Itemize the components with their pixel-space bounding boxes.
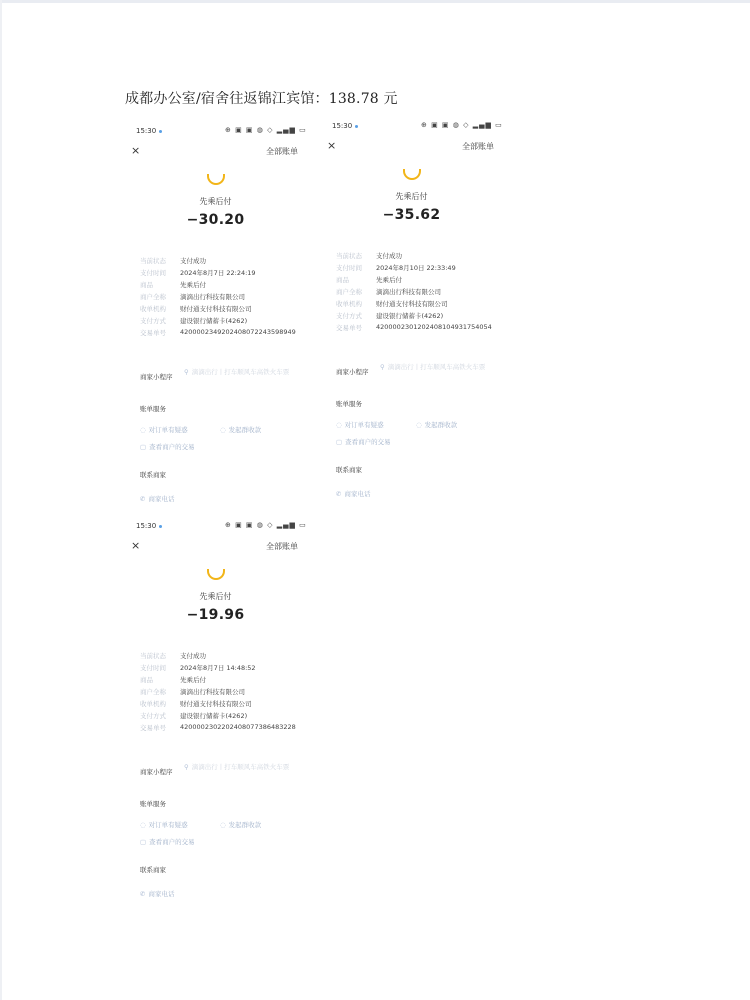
detail-label: 收单机构 xyxy=(140,305,166,313)
service-name: 先乘后付 xyxy=(199,197,232,206)
detail-row xyxy=(336,251,516,263)
detail-row xyxy=(336,323,516,335)
status-time: 15:30 xyxy=(332,122,358,130)
detail-label: 支付方式 xyxy=(140,317,166,325)
detail-label: 支付时间 xyxy=(140,664,166,672)
detail-label: 支付方式 xyxy=(336,312,362,320)
status-bar xyxy=(128,126,313,138)
detail-row xyxy=(140,280,320,292)
mini-program-label: 商家小程序 xyxy=(336,368,369,376)
detail-value: 先乘后付 xyxy=(180,676,206,684)
close-icon[interactable]: × xyxy=(131,144,141,157)
close-icon[interactable]: × xyxy=(327,139,337,152)
detail-value: 先乘后付 xyxy=(376,276,402,284)
detail-value: 滴滴出行科技有限公司 xyxy=(180,293,245,301)
detail-row xyxy=(140,663,320,675)
system-status-icon: ⊕ ▣ ▣ ◍ ◇ ▂▄▆ ▭ xyxy=(225,521,307,529)
detail-row xyxy=(140,687,320,699)
detail-label: 交易单号 xyxy=(140,724,166,732)
scan-edge xyxy=(0,0,750,3)
detail-value: 2024年8月7日 14:48:52 xyxy=(180,664,256,672)
detail-row xyxy=(140,723,320,735)
notification-dot-icon xyxy=(159,130,162,133)
detail-label: 支付方式 xyxy=(140,712,166,720)
payment-amount: −19.96 xyxy=(186,607,245,623)
bill-services-label: 账单服务 xyxy=(140,800,166,808)
merchant-phone-link[interactable]: ✆ 商家电话 xyxy=(140,495,175,503)
merchant-transactions-link[interactable]: ▢ 查看商户的交易 xyxy=(140,838,195,846)
detail-row xyxy=(140,292,320,304)
detail-label: 商品 xyxy=(140,676,153,684)
detail-row xyxy=(336,287,516,299)
mini-program-link[interactable]: ⚲ 滴滴出行丨打车顺风车高铁火车票 xyxy=(184,763,290,771)
phone-icon: ✆ xyxy=(336,490,342,498)
detail-label: 收单机构 xyxy=(140,700,166,708)
detail-row xyxy=(140,675,320,687)
detail-value: 4200002301202408104931754054 xyxy=(376,323,492,331)
mini-program-link[interactable]: ⚲ 滴滴出行丨打车顺风车高铁火车票 xyxy=(380,363,486,371)
order-question-link[interactable]: ◌ 对订单有疑惑 xyxy=(140,821,188,829)
all-bills-title: 全部账单 xyxy=(462,142,494,151)
status-bar xyxy=(324,121,509,133)
merchant-transactions-link[interactable]: ▢ 查看商户的交易 xyxy=(336,438,391,446)
detail-row xyxy=(140,699,320,711)
detail-value: 2024年8月7日 22:24:19 xyxy=(180,269,256,277)
question-icon: ◌ xyxy=(336,421,342,429)
merchant-transactions-link[interactable]: ▢ 查看商户的交易 xyxy=(140,443,195,451)
link-icon: ⚲ xyxy=(184,368,189,376)
detail-row xyxy=(140,711,320,723)
order-question-link[interactable]: ◌ 对订单有疑惑 xyxy=(336,421,384,429)
contact-merchant-label: 联系商家 xyxy=(140,866,166,874)
detail-row xyxy=(140,268,320,280)
detail-value: 支付成功 xyxy=(180,257,206,265)
mini-program-row[interactable] xyxy=(140,369,320,385)
mini-program-label: 商家小程序 xyxy=(140,768,173,776)
didi-logo-icon xyxy=(207,174,225,185)
group-collect-link[interactable]: ◌ 发起群收款 xyxy=(416,421,458,429)
detail-value: 2024年8月10日 22:33:49 xyxy=(376,264,456,272)
receipt-card xyxy=(128,519,318,904)
all-bills-title: 全部账单 xyxy=(266,542,298,551)
detail-label: 支付时间 xyxy=(336,264,362,272)
mini-program-link[interactable]: ⚲ 滴滴出行丨打车顺风车高铁火车票 xyxy=(184,368,290,376)
detail-value: 4200002349202408072243598949 xyxy=(180,328,296,336)
receipt-card xyxy=(128,124,318,509)
list-icon: ▢ xyxy=(336,438,343,446)
didi-logo-icon xyxy=(403,169,421,180)
detail-value: 支付成功 xyxy=(180,652,206,660)
status-time: 15:30 xyxy=(136,522,162,530)
detail-row xyxy=(140,328,320,340)
question-icon: ◌ xyxy=(140,426,146,434)
detail-label: 当前状态 xyxy=(336,252,362,260)
detail-value: 建设银行储蓄卡(4262) xyxy=(180,712,248,720)
status-time: 15:30 xyxy=(136,127,162,135)
detail-label: 商户全称 xyxy=(336,288,362,296)
group-icon: ◌ xyxy=(220,821,226,829)
detail-row xyxy=(140,256,320,268)
detail-label: 交易单号 xyxy=(336,324,362,332)
group-icon: ◌ xyxy=(416,421,422,429)
detail-row xyxy=(336,311,516,323)
detail-label: 收单机构 xyxy=(336,300,362,308)
detail-label: 商户全称 xyxy=(140,688,166,696)
detail-label: 商品 xyxy=(140,281,153,289)
detail-value: 滴滴出行科技有限公司 xyxy=(376,288,441,296)
link-icon: ⚲ xyxy=(184,763,189,771)
system-status-icon: ⊕ ▣ ▣ ◍ ◇ ▂▄▆ ▭ xyxy=(225,126,307,134)
detail-row xyxy=(140,651,320,663)
list-icon: ▢ xyxy=(140,443,147,451)
order-question-link[interactable]: ◌ 对订单有疑惑 xyxy=(140,426,188,434)
detail-value: 4200002302202408077386483228 xyxy=(180,723,296,731)
all-bills-title: 全部账单 xyxy=(266,147,298,156)
detail-row xyxy=(140,304,320,316)
phone-icon: ✆ xyxy=(140,495,146,503)
list-icon: ▢ xyxy=(140,838,147,846)
status-bar xyxy=(128,521,313,533)
contact-merchant-label: 联系商家 xyxy=(140,471,166,479)
mini-program-label: 商家小程序 xyxy=(140,373,173,381)
service-name: 先乘后付 xyxy=(199,592,232,601)
detail-value: 先乘后付 xyxy=(180,281,206,289)
merchant-phone-link[interactable]: ✆ 商家电话 xyxy=(336,490,371,498)
group-collect-link[interactable]: ◌ 发起群收款 xyxy=(220,426,262,434)
detail-row xyxy=(336,275,516,287)
system-status-icon: ⊕ ▣ ▣ ◍ ◇ ▂▄▆ ▭ xyxy=(421,121,503,129)
scan-edge xyxy=(0,0,2,1000)
close-icon[interactable]: × xyxy=(131,539,141,552)
detail-value: 滴滴出行科技有限公司 xyxy=(180,688,245,696)
group-collect-link[interactable]: ◌ 发起群收款 xyxy=(220,821,262,829)
merchant-phone-link[interactable]: ✆ 商家电话 xyxy=(140,890,175,898)
detail-label: 当前状态 xyxy=(140,652,166,660)
detail-label: 支付时间 xyxy=(140,269,166,277)
notification-dot-icon xyxy=(355,125,358,128)
detail-row xyxy=(140,316,320,328)
mini-program-row[interactable] xyxy=(140,764,320,780)
detail-value: 财付通支付科技有限公司 xyxy=(180,700,252,708)
contact-merchant-label: 联系商家 xyxy=(336,466,362,474)
bill-services-label: 账单服务 xyxy=(336,400,362,408)
detail-value: 建设银行储蓄卡(4262) xyxy=(180,317,248,325)
detail-row xyxy=(336,263,516,275)
detail-list xyxy=(140,651,320,735)
service-name: 先乘后付 xyxy=(395,192,428,201)
detail-label: 当前状态 xyxy=(140,257,166,265)
page-title: 成都办公室/宿舍往返锦江宾馆：138.78 元 xyxy=(125,91,398,107)
detail-label: 交易单号 xyxy=(140,329,166,337)
detail-label: 商户全称 xyxy=(140,293,166,301)
detail-list xyxy=(140,256,320,340)
detail-value: 财付通支付科技有限公司 xyxy=(376,300,448,308)
bill-services-label: 账单服务 xyxy=(140,405,166,413)
detail-list xyxy=(336,251,516,335)
payment-amount: −35.62 xyxy=(382,207,441,223)
payment-amount: −30.20 xyxy=(186,212,245,228)
question-icon: ◌ xyxy=(140,821,146,829)
link-icon: ⚲ xyxy=(380,363,385,371)
detail-value: 建设银行储蓄卡(4262) xyxy=(376,312,444,320)
detail-value: 支付成功 xyxy=(376,252,402,260)
phone-icon: ✆ xyxy=(140,890,146,898)
detail-value: 财付通支付科技有限公司 xyxy=(180,305,252,313)
detail-row xyxy=(336,299,516,311)
detail-label: 商品 xyxy=(336,276,349,284)
group-icon: ◌ xyxy=(220,426,226,434)
receipt-card xyxy=(324,119,514,504)
notification-dot-icon xyxy=(159,525,162,528)
didi-logo-icon xyxy=(207,569,225,580)
mini-program-row[interactable] xyxy=(336,364,516,380)
